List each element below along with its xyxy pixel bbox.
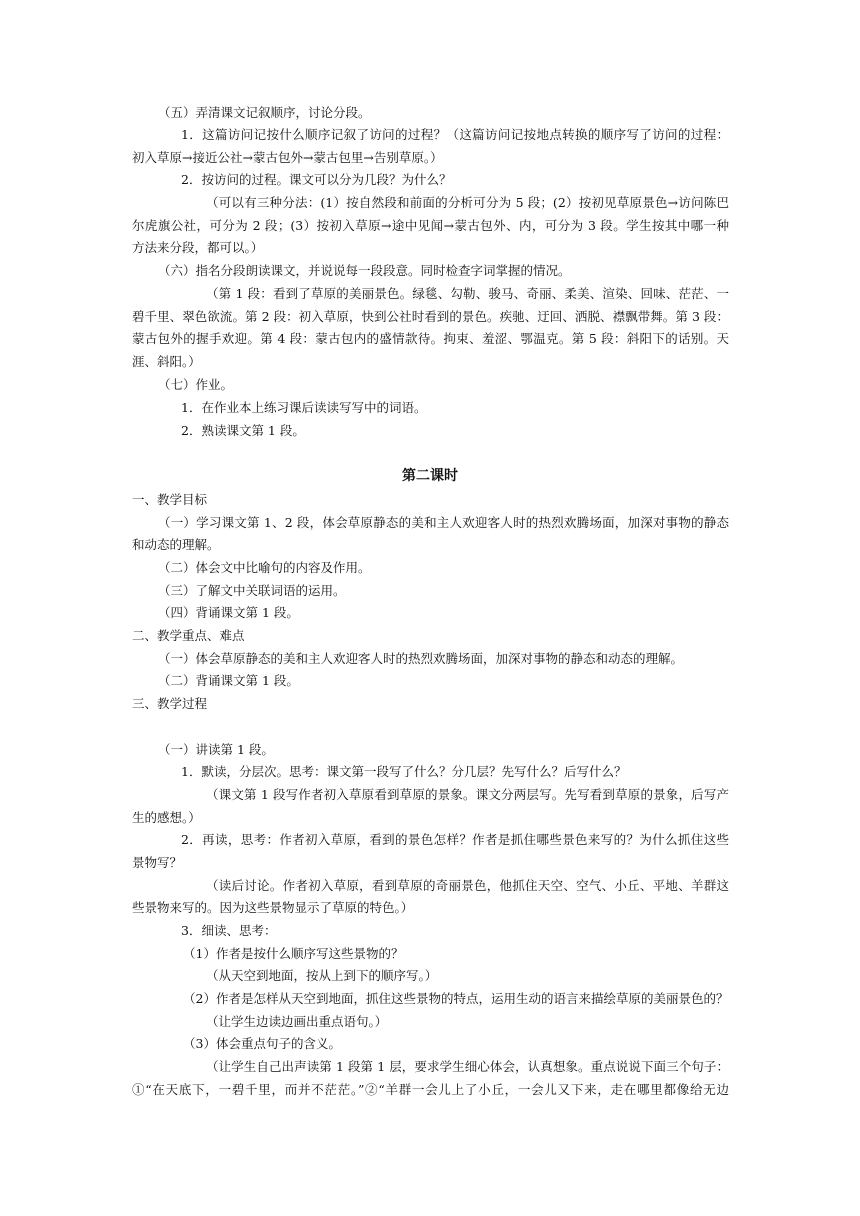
process-question: 1．默读，分层次。思考：课文第一段写了什么？分几层？先写什么？后写什么？: [181, 764, 627, 779]
summary-para-line: 碧千里、翠色欲流。第 2 段：初入草原，快到公社时看到的景色。疾驰、迂回、洒脱、襟飘带舞。第 3 段：: [132, 309, 729, 324]
section-5-heading: （五）弄清课文记叙顺序，讨论分段。: [158, 105, 371, 120]
summary-para-line: （第 1 段：看到了草原的美丽景色。绿毯、勾勒、骏马、奇丽、柔美、渲染、回味、茫茫、一: [206, 286, 729, 301]
sub-answer: ①“在天底下，一碧千里，而并不茫茫。”②“羊群一会儿上了小丘，一会儿又下来，走在哪里都像给无边: [132, 1082, 729, 1097]
heading-objectives: 一、教学目标: [132, 492, 208, 507]
section-6-heading: （六）指名分段朗读课文，并说说每一段段意。同时检查字词掌握的情况。: [158, 263, 571, 278]
objective-item: 和动态的理解。: [132, 537, 220, 552]
process-question: 景物写？: [132, 855, 183, 870]
heading-key-points: 二、教学重点、难点: [132, 628, 245, 643]
process-answer: （课文第 1 段写作者初入草原看到草原的景象。课文分两层写。先写看到草原的景象，后写产: [206, 787, 729, 802]
question-2: 2．按访问的过程。课文可以分为几段？为什么？: [181, 172, 452, 187]
homework-item: 1．在作业本上练习课后读读写写中的词语。: [181, 400, 427, 415]
process-question: 3．细读、思考：: [181, 923, 277, 938]
sub-question: （1）作者是按什么顺序写这些景物的？: [183, 946, 404, 961]
heading-process: 三、教学过程: [132, 696, 208, 711]
question-1: 1．这篇访问记按什么顺序记叙了访问的过程？（这篇访问记按地点转换的顺序写了访问的过程：: [181, 127, 729, 142]
sub-answer: （从天空到地面，按从上到下的顺序写。）: [206, 968, 438, 983]
objective-item: （一）学习课文第 1、2 段，体会草原静态的美和主人欢迎客人时的热烈欢腾场面，加深对事物的静态: [158, 515, 729, 530]
process-answer: （读后讨论。作者初入草原，看到草原的奇丽景色，他抓住天空、空气、小丘、平地、羊群这: [206, 878, 729, 893]
sub-answer: （让学生边读边画出重点语句。）: [206, 1014, 388, 1029]
objective-item: （四）背诵课文第 1 段。: [158, 605, 299, 620]
answer-para-line: （可以有三种分法：(1）按自然段和前面的分析可分为 5 段；(2）按初见草原景色→访问陈巴: [206, 195, 729, 210]
process-question: 2．再读，思考：作者初入草原，看到的景色怎样？作者是抓住哪些景色来写的？为什么抓住这些: [181, 832, 729, 847]
question-1-answer: 初入草原→接近公社→蒙古包外→蒙古包里→告别草原。）: [132, 150, 443, 165]
process-answer: 生的感想。）: [132, 810, 201, 825]
key-point-item: （一）体会草原静态的美和主人欢迎客人时的热烈欢腾场面，加深对事物的静态和动态的理解。: [158, 651, 684, 666]
answer-para-line: 方法来分段，都可以。）: [132, 240, 264, 255]
process-step: （一）讲读第 1 段。: [158, 742, 274, 757]
section-7-heading: （七）作业。: [158, 377, 234, 392]
objective-item: （二）体会文中比喻句的内容及作用。: [158, 560, 371, 575]
process-answer: 些景物来写的。因为这些景物显示了草原的特色。）: [132, 900, 414, 915]
sub-question: （2）作者是怎样从天空到地面，抓住这些景物的特点，运用生动的语言来描绘草原的美丽景色的？: [183, 991, 729, 1006]
sub-answer: （让学生自己出声读第 1 段第 1 层，要求学生细心体会，认真想象。重点说说下面三个句子：: [206, 1059, 729, 1074]
objective-item: （三）了解文中关联词语的运用。: [158, 583, 346, 598]
key-point-item: （二）背诵课文第 1 段。: [158, 673, 299, 688]
lesson-title: 第二课时: [402, 468, 458, 484]
summary-para-line: 蒙古包外的握手欢迎。第 4 段：蒙古包内的盛情款待。拘束、羞涩、鄂温克。第 5 段：斜阳下的话别。天: [132, 331, 729, 346]
sub-question: （3）体会重点句子的含义。: [183, 1036, 341, 1051]
homework-item: 2．熟读课文第 1 段。: [181, 423, 305, 438]
answer-para-line: 尔虎旗公社，可分为 2 段；(3）按初入草原→途中见闻→蒙古包外、内，可分为 3 段。学生按其中哪一种: [132, 218, 729, 233]
summary-para-line: 涯、斜阳。）: [132, 354, 201, 369]
